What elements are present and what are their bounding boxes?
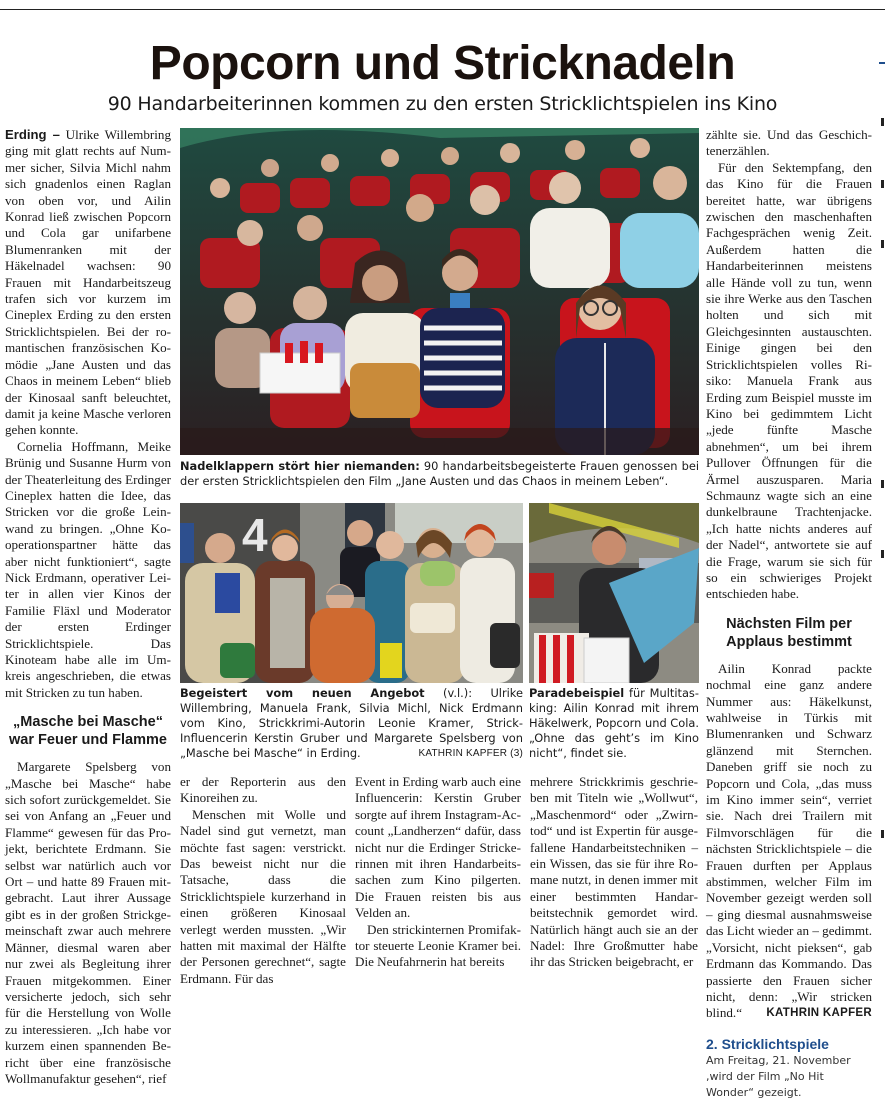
adjacent-article-edge [881, 118, 884, 126]
photo-caption-main [180, 459, 699, 489]
photo-cinema-audience-image [180, 128, 699, 455]
article-column-1 [5, 127, 171, 1087]
paragraph: Menschen mit Wolle und Nadel sind gut vernetzt, man möchte fast sagen: verstrickt. Das beweist nicht nur die Tatsache, dass die Stricklichtspiele kurzerhand in einen größeren Kinosaal verlegt werden mussten. „Wir hatten mit maximal der Hälfte der Personen gerechnet“, sagte Erdmann. Für das [180, 806, 346, 986]
paragraph [5, 127, 171, 439]
photo-caption-single [529, 686, 699, 761]
paragraph: Margarete Spelsberg von „Masche bei Masche“ habe sich sofort zurückgemeldet. Sie sei von Anfang an „Feuer und Flamme“ gewesen für das Projekt, berichtete Erdmann. Sie selbst war natürlich auch vor Ort – und hatte 89 Frauen mitgebracht. Laut ihrer Aussage gibt es in der großen Strickgemeinschaft zwar auch mehrere Männer, diesmal waren aber nur zwei als Begleitung ihrer Frauen mitgekommen. Einer versicherte jedoch, sich sehr für die Herstellung von Wolle zu interessieren. „Ich habe vor kurzem einen spannenden Bericht über eine französische Wollmanufaktur gesehen“, rief [5, 759, 171, 1086]
crosshead: „Masche bei Masche“ war Feuer und Flamme [9, 714, 167, 749]
hall-number: 4 [242, 509, 268, 561]
article-column-5 [706, 127, 872, 1101]
caption-lead: Begeistert vom neuen Angebot [180, 686, 425, 700]
photo-group-image [180, 503, 523, 683]
paragraph: er der Reporterin aus den Kinoreihen zu. [180, 774, 346, 806]
caption-text: (v.l.): Ulrike Willembring, Manuela Frank, Silvia Michl, Nick Erdmann vom Kino, Strickkrimi-Autorin Leonie Kramer, Strick-Influencerin Kerstin Gruber und Margarete Spelsberg von „Masche bei Masche“ in Erding. [180, 686, 523, 760]
byline: KATHRIN KAPFER [766, 1007, 872, 1020]
photo-ailin-konrad [529, 503, 699, 683]
paragraph [706, 661, 872, 1022]
caption-text: für Multitasking: Ailin Konrad mit ihrem Häkelwerk, Popcorn und Cola. „Ohne das geht’s im Kino nicht“, findet sie. [529, 686, 699, 760]
top-rule [0, 9, 885, 10]
paragraph-text: Ailin Konrad packte nochmal eine ganz andere Nummer aus: Häkelkunst, wahlweise in Türkis mit Blumenranken und Schwarz glänzend mit Sternchen. Daneben griff sie noch zu Popcorn und Cola, „das muss im Kino immer sein“, verriet sie. Nach drei Trailern mit Filmvorschlägen für die nächsten Stricklichtspiele – die Frauen durften per Applaus abstimmen, welcher Film im November gezeigt werden soll – ging diesmal ausnahmsweise das Licht wieder an – gedimmt. „Vorsicht, nicht pieksen“, gab Erdmann das Kommando. Das passierte den Frauen sicher nicht, denn: „Wir stricken blind.“ [706, 660, 872, 1021]
photo-cinema-audience [180, 128, 699, 455]
paragraph: mehrere Strickkrimis geschrieben mit Titeln wie „Wollwut“, „Maschenmord“ oder „Zwirntod“ und ist Expertin für ausgefallene Handarbeitstechniken – ein Wissen, das sie für ihre Romane nutzt, in denen immer mit einer bestimmten Handarbeitstechnik gemordet wird. Natürlich hängt auch sie an der Nadel: Ihre Großmutter habe ihr das Stricken beigebracht, er [530, 774, 698, 970]
article-column-3 [355, 774, 521, 971]
headline: Popcorn und Stricknadeln [149, 37, 736, 90]
crosshead: Nächsten Film per Applaus bestimmt [726, 615, 852, 650]
paragraph-text: Ulrike Willembring ging mit glatt rechts auf Nummer sicher, Silvia Michl nahm sich gnadenlos einen Raglan von oben vor, und Ailin Konrad ließ zwischen Popcorn und Cola gar unifarbene Blumenranken mit der Häkelnadel wachsen: 90 Frauen mit Handarbeitszeug trafen sich vor kurzem im Cineplex Erding zu den ersten Stricklichtspielen. Bei der romantischen französischen Komödie „Jane Austen und das Chaos in meinem Leben“ blieb der Kinosaal sanft beleuchtet, damit ja keine Masche verloren gehen konnte. [5, 127, 171, 438]
photo-credit: KATHRIN KAPFER (3) [418, 748, 523, 759]
paragraph: Für den Sektempfang, den das Kino für die Frauen bereitet hatte, war übrigens zwischen den maschenhaften Fachgesprächen wenig Zeit. Außerdem hatten die Handarbeiterinnen meistens alle Hände voll zu tun, wenn sie ihre Werke aus den Taschen holten und sich mit Gleichgesinnten austauschten. Einige gingen bei den Stricklichtspielen volles Risiko: Manuela Frank aus Erding zum Beispiel musste im Kino bei gedimmtem Licht „jede fünfte Masche abnehmen“, um bei ihrem Pullover Öffnungen für die Ärmel auszusparen. Maria Schmaunz wagte sich an eine dunkelbraune Trachtenjacke. „Ich hatte nichts anderes auf der Nadel“, antwortete sie auf die Frage, warum sie sich für so ein schwieriges Projekt entschieden habe. [706, 159, 872, 602]
adjacent-article-edge [881, 550, 884, 558]
article-column-4 [530, 774, 698, 971]
infobox-text: Am Freitag, 21. November ,wird der Film „No Hit Wonder“ gezeigt. [706, 1053, 851, 1099]
paragraph: Event in Erding warb auch eine Influencerin: Kerstin Gruber sorgte auf ihrem Instagram-Account „Landherzen“ dafür, dass nicht nur die Erdinger Strickerinnen mit ihren Handarbeitssachen zum Kino pilgerten. Die Frauen reisten bis aus Velden an. [355, 774, 521, 921]
adjacent-article-edge [881, 240, 884, 248]
paragraph: Den strickinternen Promifaktor steuerte Leonie Kramer bei. Die Neufahrnerin hat bereits [355, 921, 521, 970]
subheadline: 90 Handarbeiterinnen kommen zu den ersten Stricklichtspielen ins Kino [107, 93, 778, 115]
paragraph: zählte sie. Und das Geschichtenerzählen. [706, 127, 872, 159]
adjacent-article-edge [881, 830, 884, 838]
caption-text: 90 handarbeitsbegeisterte Frauen genossen bei der ersten Stricklichtspielen den Film „Jane Austen und das Chaos in meinem Leben“. [180, 459, 699, 488]
photo-ailin-konrad-image [529, 503, 699, 683]
dateline: Erding – [5, 127, 60, 142]
photo-caption-group [180, 686, 523, 761]
article-column-2 [180, 774, 346, 987]
adjacent-article-edge [881, 180, 884, 188]
adjacent-article-marker [879, 62, 885, 64]
photo-group [180, 503, 523, 683]
paragraph: Cornelia Hoffmann, Meike Brünig und Susanne Hurm von der Theaterleitung des Erdinger Cineplex hatten die Idee, das Stricken vor die große Leinwand zu bringen. „Ohne Kooperationspartner hätte das aber nicht funktioniert“, sagte Nick Erdmann, operativer Leiter in allen vier Kinos der Familie Fläxl und Moderator der ersten Erdinger Stricklichtspiele. Das Kinoteam habe alle im Umkreis angeschrieben, die etwas mit Stricken zu tun haben. [5, 438, 171, 700]
adjacent-article-edge [881, 480, 884, 488]
caption-lead: Nadelklappern stört hier niemanden: [180, 459, 420, 473]
infobox-title: 2. Stricklichtspiele [706, 1035, 829, 1052]
caption-lead: Paradebeispiel [529, 686, 625, 700]
